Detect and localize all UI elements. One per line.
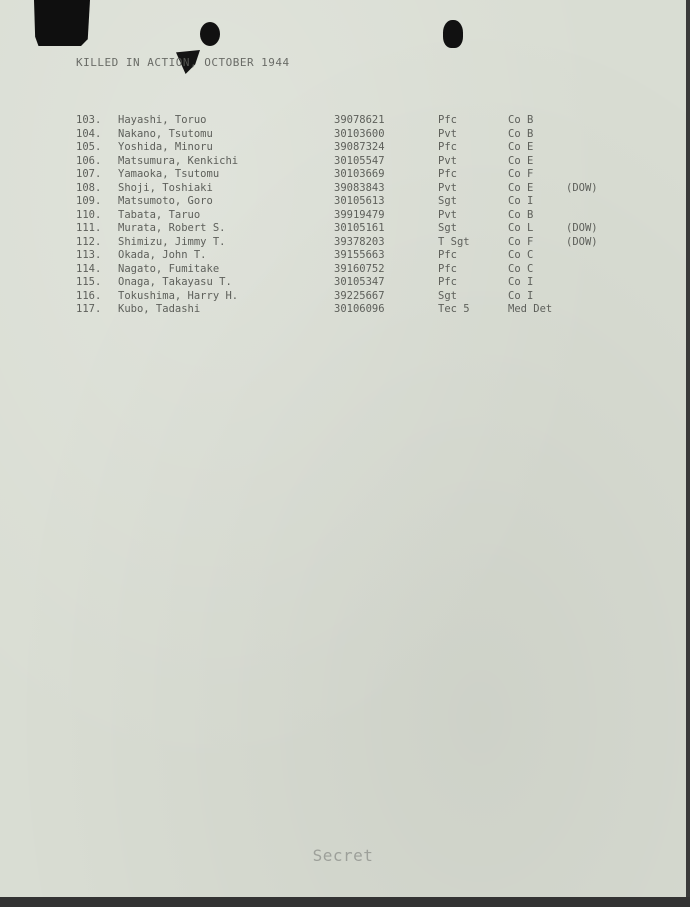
rank: Pfc xyxy=(438,262,457,275)
list-item xyxy=(76,276,636,290)
rank: Pfc xyxy=(438,141,457,153)
soldier-name: Nakano, Tsutomu xyxy=(118,127,213,140)
page-edge xyxy=(686,0,690,907)
list-item xyxy=(76,182,636,196)
entry-number: 104. xyxy=(76,127,102,140)
unit: Co I xyxy=(508,195,534,207)
list-item xyxy=(76,303,636,317)
serial-number: 39083843 xyxy=(334,181,385,194)
unit: Co E xyxy=(508,181,534,194)
list-item xyxy=(76,168,636,182)
soldier-name: Matsumoto, Goro xyxy=(118,195,213,207)
serial-number: 30105547 xyxy=(334,154,385,167)
status-note: (DOW) xyxy=(566,181,598,194)
rank: Pfc xyxy=(438,168,457,180)
unit: Co E xyxy=(508,141,534,153)
serial-number: 30105161 xyxy=(334,222,385,234)
entry-number: 117. xyxy=(76,303,102,315)
rank: Pvt xyxy=(438,127,457,140)
entry-number: 108. xyxy=(76,181,102,194)
rank: Pfc xyxy=(438,276,457,288)
entry-number: 107. xyxy=(76,168,102,180)
soldier-name: Onaga, Takayasu T. xyxy=(118,276,232,288)
list-item xyxy=(76,209,636,223)
rank: Pvt xyxy=(438,208,457,221)
serial-number: 39919479 xyxy=(334,208,385,221)
soldier-name: Nagato, Fumitake xyxy=(118,262,220,275)
unit: Co B xyxy=(508,208,534,221)
unit: Co E xyxy=(508,154,534,167)
serial-number: 39160752 xyxy=(334,262,385,275)
entry-number: 105. xyxy=(76,141,102,153)
unit: Co F xyxy=(508,168,534,180)
soldier-name: Matsumura, Kenkichi xyxy=(118,154,239,167)
page-edge xyxy=(0,897,690,907)
binder-tab xyxy=(34,0,90,46)
rank: Sgt xyxy=(438,222,457,234)
unit: Co I xyxy=(508,276,534,288)
unit: Co C xyxy=(508,249,534,261)
serial-number: 39155663 xyxy=(334,249,385,261)
soldier-name: Kubo, Tadashi xyxy=(118,303,201,315)
serial-number: 39225667 xyxy=(334,289,385,302)
unit: Co L xyxy=(508,222,534,234)
list-item xyxy=(76,263,636,277)
status-note: (DOW) xyxy=(566,222,598,234)
entry-number: 110. xyxy=(76,208,102,221)
list-item xyxy=(76,222,636,236)
serial-number: 30106096 xyxy=(334,303,385,315)
list-item xyxy=(76,236,636,250)
entry-number: 103. xyxy=(76,114,102,126)
casualty-list xyxy=(76,114,636,317)
list-item xyxy=(76,290,636,304)
punch-hole xyxy=(200,22,220,46)
entry-number: 116. xyxy=(76,289,102,302)
list-item xyxy=(76,114,636,128)
soldier-name: Yamaoka, Tsutomu xyxy=(118,168,220,180)
rank: Pfc xyxy=(438,114,457,126)
unit: Co F xyxy=(508,235,534,248)
punch-hole xyxy=(443,20,463,48)
serial-number: 39378203 xyxy=(334,235,385,248)
entry-number: 115. xyxy=(76,276,102,288)
soldier-name: Tabata, Taruo xyxy=(118,208,201,221)
unit: Co I xyxy=(508,289,534,302)
page-title: KILLED IN ACTION, OCTOBER 1944 xyxy=(76,56,290,69)
list-item xyxy=(76,155,636,169)
rank: Tec 5 xyxy=(438,303,470,315)
list-item xyxy=(76,195,636,209)
serial-number: 30103669 xyxy=(334,168,385,180)
serial-number: 30103600 xyxy=(334,127,385,140)
entry-number: 114. xyxy=(76,262,102,275)
entry-number: 113. xyxy=(76,249,102,261)
serial-number: 30105347 xyxy=(334,276,385,288)
entry-number: 112. xyxy=(76,235,102,248)
list-item xyxy=(76,249,636,263)
soldier-name: Okada, John T. xyxy=(118,249,207,261)
list-item xyxy=(76,128,636,142)
rank: Pvt xyxy=(438,181,457,194)
rank: Pfc xyxy=(438,249,457,261)
rank: Pvt xyxy=(438,154,457,167)
soldier-name: Hayashi, Toruo xyxy=(118,114,207,126)
status-note: (DOW) xyxy=(566,235,598,248)
rank: Sgt xyxy=(438,195,457,207)
soldier-name: Tokushima, Harry H. xyxy=(118,289,239,302)
soldier-name: Murata, Robert S. xyxy=(118,222,226,234)
soldier-name: Shimizu, Jimmy T. xyxy=(118,235,226,248)
rank: T Sgt xyxy=(438,235,470,248)
entry-number: 106. xyxy=(76,154,102,167)
serial-number: 30105613 xyxy=(334,195,385,207)
list-item xyxy=(76,141,636,155)
unit: Med Det xyxy=(508,303,553,315)
soldier-name: Shoji, Toshiaki xyxy=(118,181,213,194)
rank: Sgt xyxy=(438,289,457,302)
unit: Co B xyxy=(508,114,534,126)
unit: Co B xyxy=(508,127,534,140)
unit: Co C xyxy=(508,262,534,275)
serial-number: 39078621 xyxy=(334,114,385,126)
entry-number: 109. xyxy=(76,195,102,207)
secret-stamp: Secret xyxy=(312,846,374,865)
soldier-name: Yoshida, Minoru xyxy=(118,141,213,153)
serial-number: 39087324 xyxy=(334,141,385,153)
entry-number: 111. xyxy=(76,222,102,234)
